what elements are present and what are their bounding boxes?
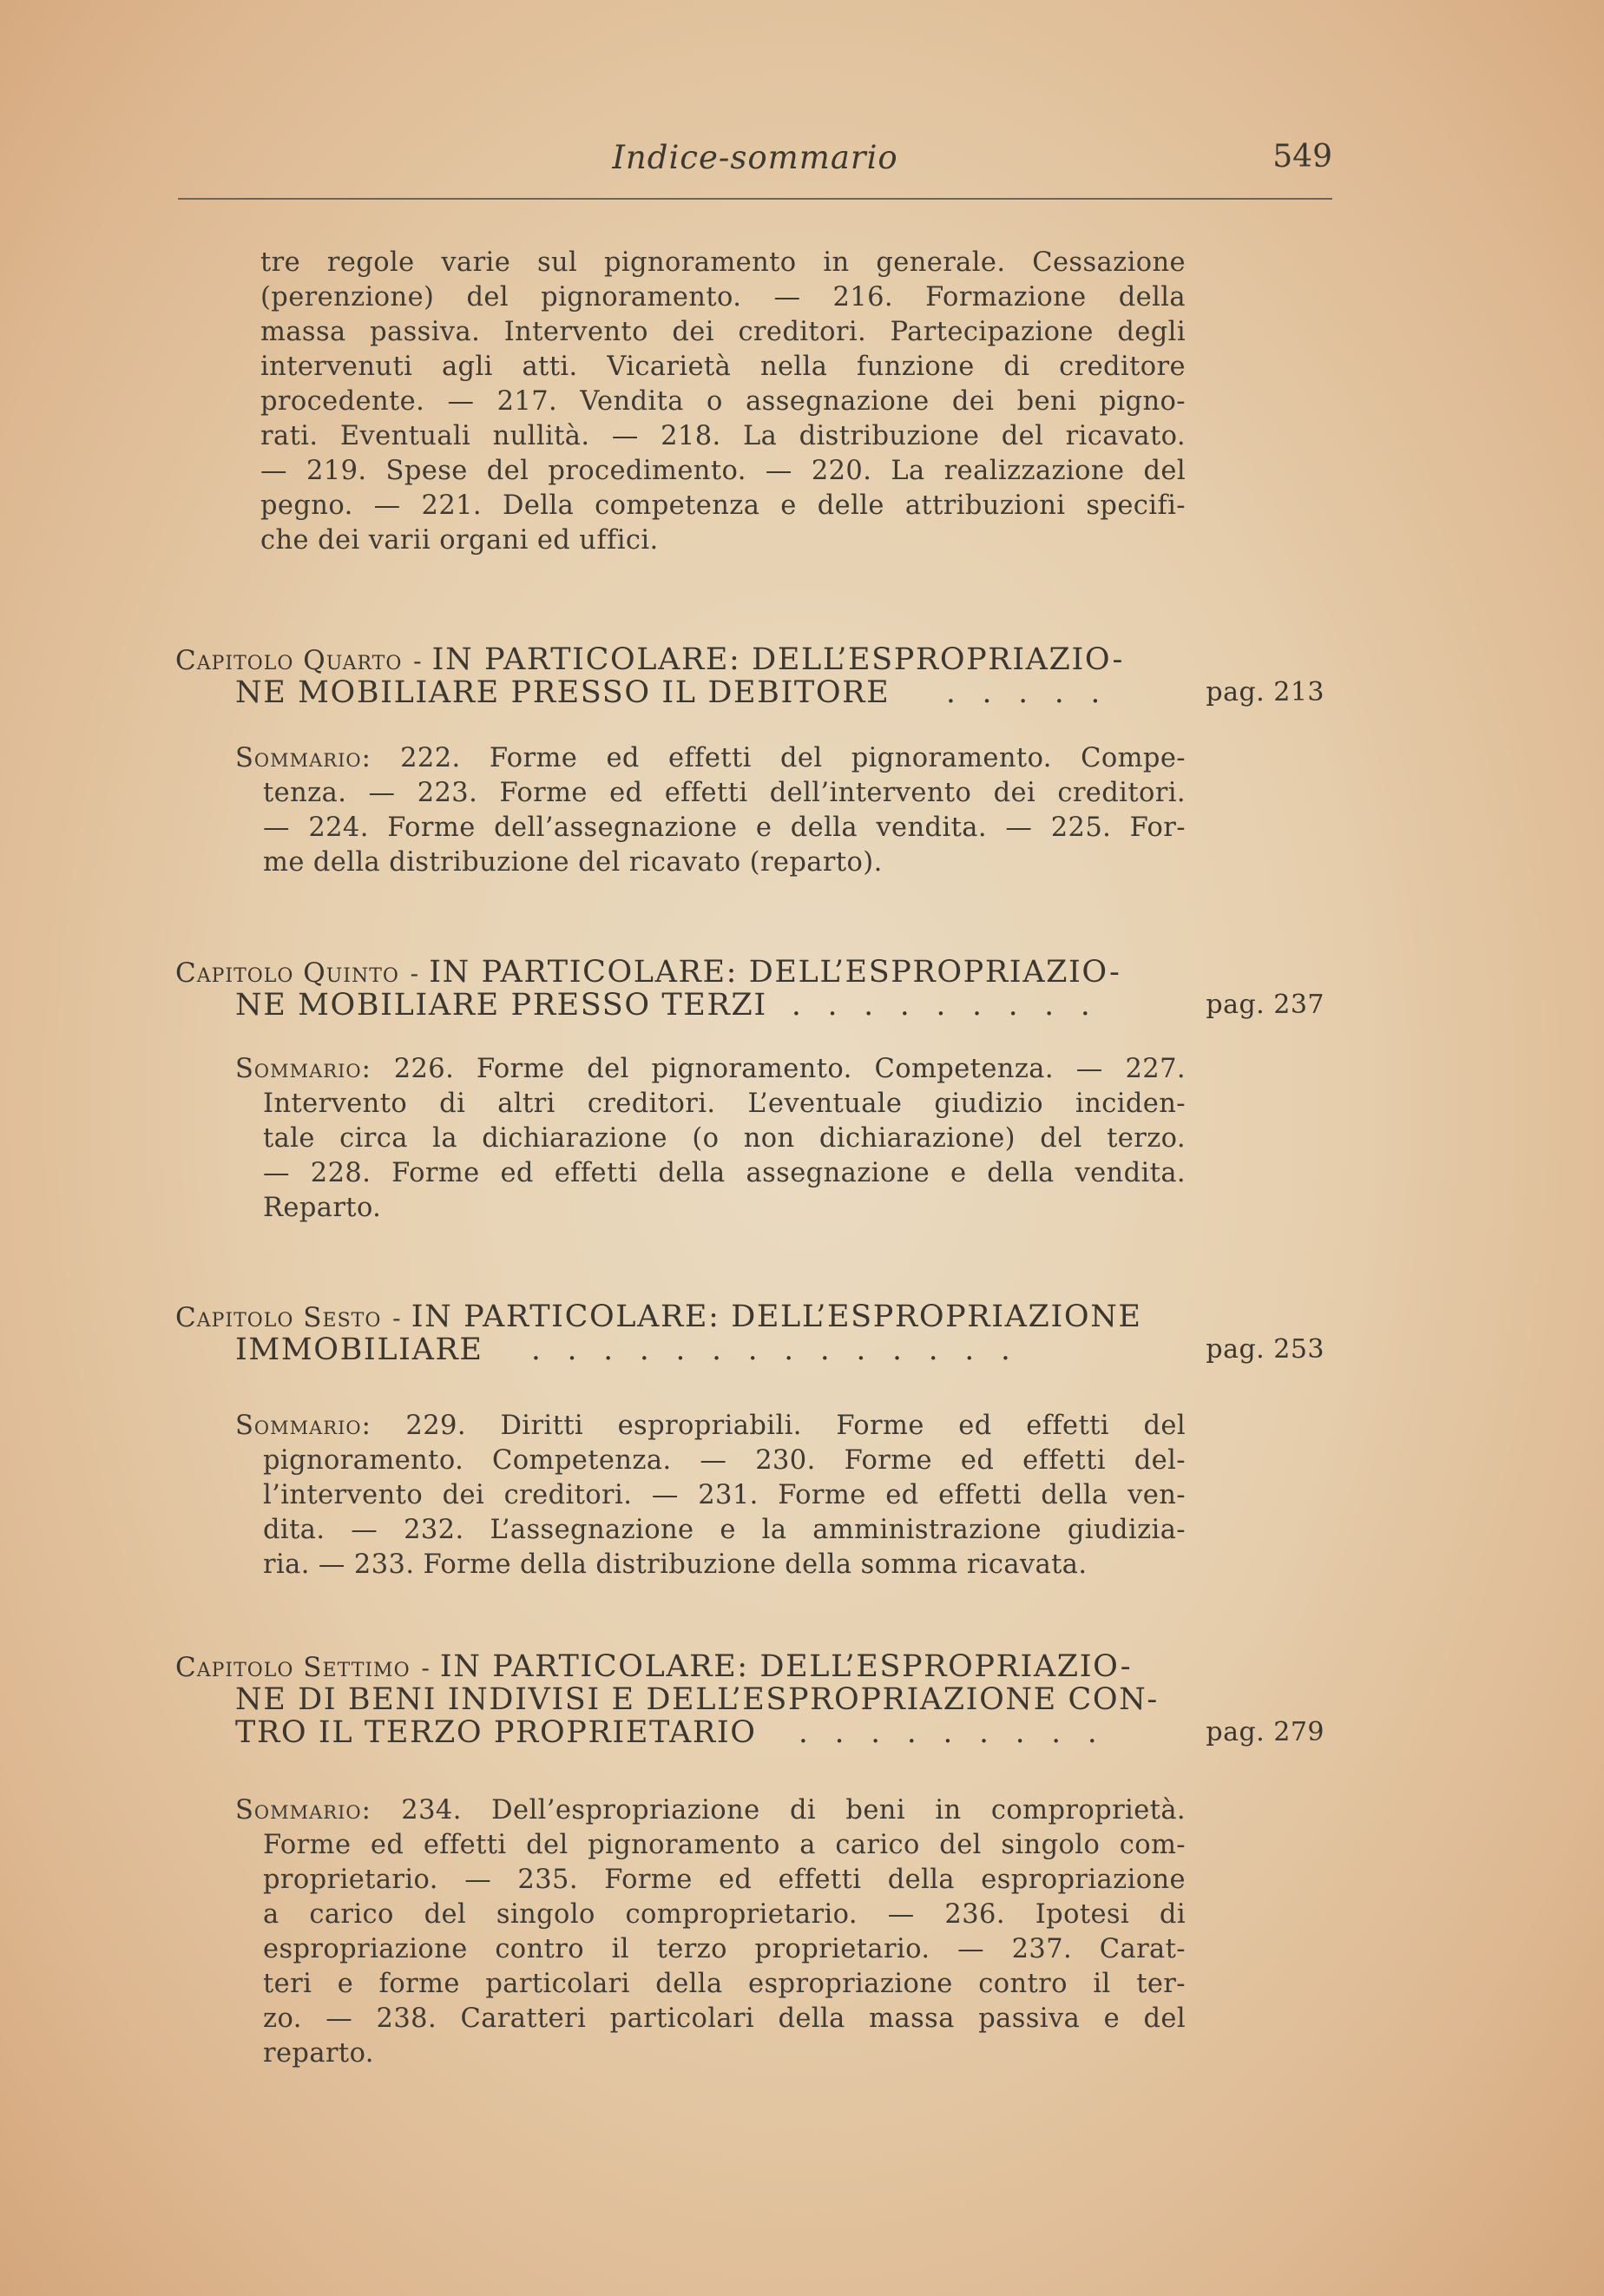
text-line: 234. Dell’espropriazione di beni in comproprietà. xyxy=(401,1795,1186,1826)
running-header xyxy=(178,139,1332,191)
text-line: Intervento di altri creditori. L’eventuale giudizio inciden- xyxy=(263,1089,1186,1119)
text-line: pignoramento. Competenza. — 230. Forme ed effetti del- xyxy=(263,1445,1186,1476)
dot-leader: . . . . . . . . . xyxy=(792,988,1099,1023)
text-line: procedente. — 217. Vendita o assegnazione dei beni pigno- xyxy=(260,386,1186,417)
chapter-title-line: NE MOBILIARE PRESSO TERZI xyxy=(235,988,767,1023)
chapter-summary xyxy=(235,741,1186,880)
text-line: 229. Diritti espropriabili. Forme ed effetti del xyxy=(405,1411,1186,1441)
text-line: — 228. Forme ed effetti della assegnazione e della vendita. xyxy=(263,1158,1186,1188)
chapter-summary xyxy=(235,1052,1186,1226)
chapter-heading: Capitolo Quarto - IN PARTICOLARE: DELL’ESPROPRIAZIO- xyxy=(175,642,1124,677)
text-line: — 219. Spese del procedimento. — 220. La realizzazione del xyxy=(260,456,1186,486)
text-line: rati. Eventuali nullità. — 218. La distribuzione del ricavato. xyxy=(260,421,1186,451)
chapter-title-line: NE MOBILIARE PRESSO IL DEBITORE xyxy=(235,675,891,710)
summary-label: Sommario: xyxy=(235,1795,371,1826)
text-line: pegno. — 221. Della competenza e delle attribuzioni specifi- xyxy=(260,490,1186,521)
chapter-title-line: IN PARTICOLARE: DELL’ESPROPRIAZIO- xyxy=(431,642,1124,677)
chapter-title-line: IN PARTICOLARE: DELL’ESPROPRIAZIO- xyxy=(429,955,1121,990)
text-line: tenza. — 223. Forme ed effetti dell’intervento dei creditori. xyxy=(263,778,1186,808)
header-rule xyxy=(178,198,1332,200)
chapter-title-line: IN PARTICOLARE: DELL’ESPROPRIAZIONE xyxy=(411,1299,1142,1334)
text-line: 222. Forme ed effetti del pignoramento. Compe- xyxy=(400,743,1186,773)
text-line: tre regole varie sul pignoramento in generale. Cessazione xyxy=(260,247,1186,278)
text-line: l’intervento dei creditori. — 231. Forme ed effetti della ven- xyxy=(263,1480,1186,1510)
chapter-label: Capitolo Quinto xyxy=(175,957,399,989)
summary-label: Sommario: xyxy=(235,1054,371,1084)
page-reference: pag. 237 xyxy=(1206,990,1325,1020)
page-reference: pag. 253 xyxy=(1206,1334,1325,1365)
page-reference: pag. 213 xyxy=(1206,677,1325,707)
summary-label: Sommario: xyxy=(235,1411,371,1441)
chapter-heading: Capitolo Quinto - IN PARTICOLARE: DELL’ESPROPRIAZIO- xyxy=(175,955,1121,990)
chapter-label: Capitolo Quarto xyxy=(175,645,403,676)
running-title: Indice-sommario xyxy=(612,139,898,176)
chapter-label: Capitolo Settimo xyxy=(175,1652,411,1683)
chapter-summary xyxy=(235,1409,1186,1582)
text-line: che dei varii organi ed uffici. xyxy=(260,525,659,556)
text-line: (perenzione) del pignoramento. — 216. Formazione della xyxy=(260,282,1186,312)
chapter-title-line: NE DI BENI INDIVISI E DELL’ESPROPRIAZIONE CON- xyxy=(235,1682,1159,1717)
text-line: dita. — 232. L’assegnazione e la amministrazione giudizia- xyxy=(263,1515,1186,1545)
text-line: 226. Forme del pignoramento. Competenza. — 227. xyxy=(393,1054,1186,1084)
chapter-label: Capitolo Sesto xyxy=(175,1302,382,1333)
page-number: 549 xyxy=(1272,139,1332,174)
chapter-summary xyxy=(235,1793,1186,2071)
text-line: espropriazione contro il terzo proprietario. — 237. Carat- xyxy=(263,1934,1186,1964)
chapter-heading: Capitolo Settimo - IN PARTICOLARE: DELL’ESPROPRIAZIO- xyxy=(175,1649,1133,1684)
text-line: Reparto. xyxy=(263,1193,382,1223)
chapter-title-line: IMMOBILIARE xyxy=(235,1332,483,1367)
text-line: a carico del singolo comproprietario. — 236. Ipotesi di xyxy=(263,1899,1186,1930)
intro-paragraph xyxy=(260,246,1186,558)
chapter-heading: Capitolo Sesto - IN PARTICOLARE: DELL’ESPROPRIAZIONE xyxy=(175,1299,1142,1334)
text-line: teri e forme particolari della espropriazione contro il ter- xyxy=(263,1969,1186,1999)
page-reference: pag. 279 xyxy=(1206,1717,1325,1747)
dot-leader: . . . . . xyxy=(946,675,1109,710)
text-line: proprietario. — 235. Forme ed effetti della espropriazione xyxy=(263,1865,1186,1895)
text-line: — 224. Forme dell’assegnazione e della vendita. — 225. For- xyxy=(263,812,1186,843)
text-line: reparto. xyxy=(263,2038,374,2069)
chapter-title-line: TRO IL TERZO PROPRIETARIO xyxy=(235,1715,757,1750)
text-line: ria. — 233. Forme della distribuzione della somma ricavata. xyxy=(263,1549,1088,1580)
text-line: zo. — 238. Caratteri particolari della massa passiva e del xyxy=(263,2003,1186,2034)
text-line: massa passiva. Intervento dei creditori. Partecipazione degli xyxy=(260,317,1186,347)
chapter-title-line: IN PARTICOLARE: DELL’ESPROPRIAZIO- xyxy=(439,1649,1133,1684)
summary-label: Sommario: xyxy=(235,743,371,773)
text-line: intervenuti agli atti. Vicarietà nella funzione di creditore xyxy=(260,352,1186,382)
text-line: me della distribuzione del ricavato (reparto). xyxy=(263,847,883,878)
dot-leader: . . . . . . . . . . . . . . xyxy=(531,1332,1019,1367)
dot-leader: . . . . . . . . . xyxy=(799,1715,1106,1750)
text-line: Forme ed effetti del pignoramento a carico del singolo com- xyxy=(263,1830,1186,1860)
text-line: tale circa la dichiarazione (o non dichiarazione) del terzo. xyxy=(263,1123,1186,1154)
